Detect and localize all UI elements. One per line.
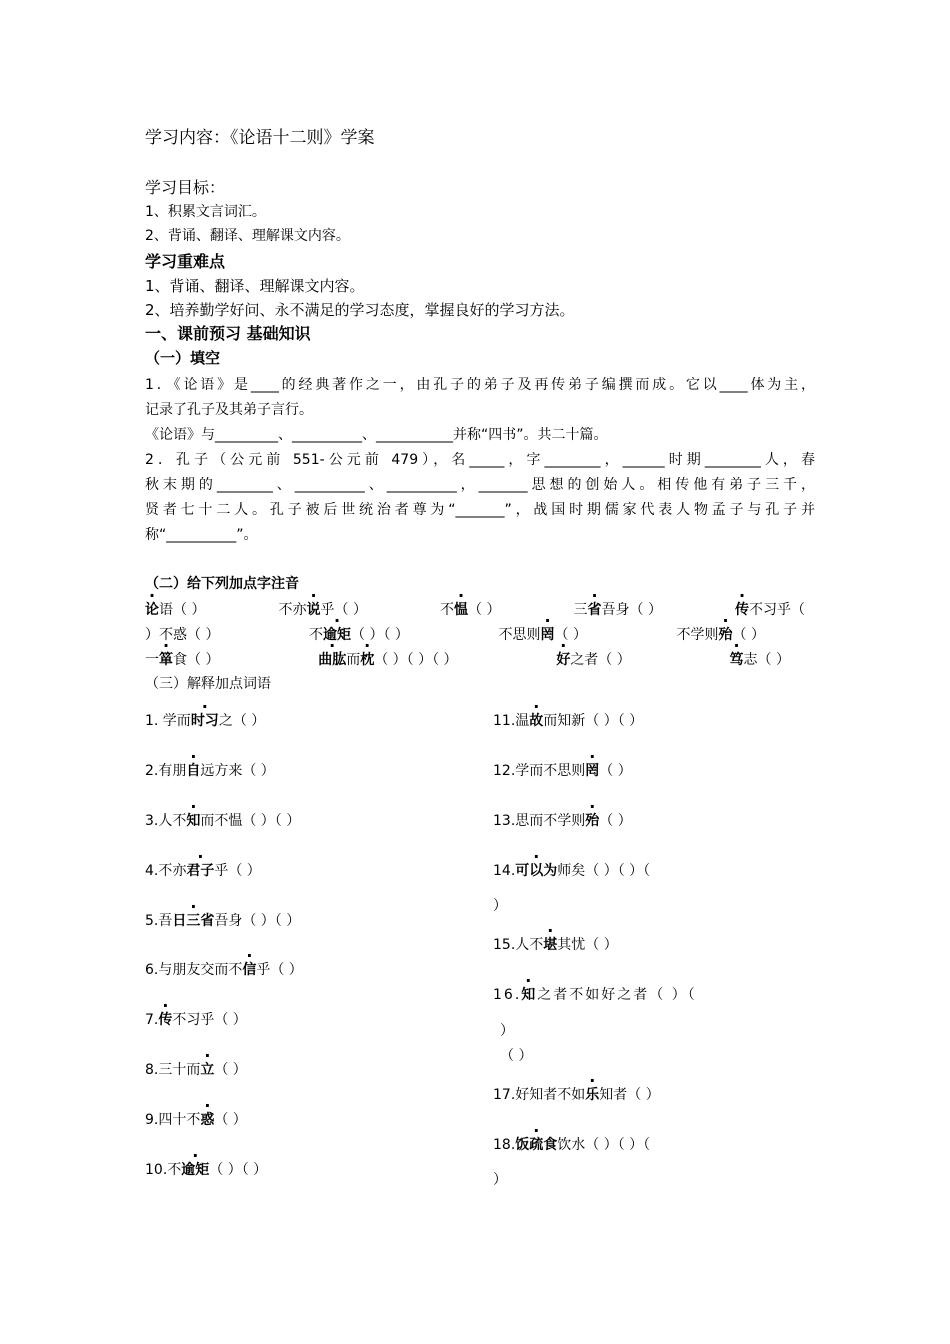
key-point-item: 2、培养勤学好问、永不满足的学习态度，掌握良好的学习方法。 bbox=[145, 301, 575, 319]
pinyin-item: 不逾矩（ ）（ ） bbox=[309, 627, 409, 643]
explain-question: 14.可以为师矣（ ）（ ）（ bbox=[493, 863, 651, 879]
paragraph-line: 记录了孔子及其弟子言行。 bbox=[145, 402, 313, 418]
pinyin-item: 笃志（ ） bbox=[729, 652, 790, 668]
explain-question: 16.知之者不如好之者（ ）（ bbox=[493, 987, 697, 1003]
explain-continuation: ） bbox=[493, 898, 507, 914]
pinyin-item: 好之者（ ） bbox=[556, 652, 631, 668]
explain-question: 8.三十而立（ ） bbox=[145, 1062, 247, 1078]
key-point-item: 1、背诵、翻译、理解课文内容。 bbox=[145, 277, 365, 295]
pinyin-item: 一箪食（ ） bbox=[145, 652, 220, 668]
objectives-heading: 学习目标： bbox=[145, 178, 226, 197]
pinyin-row bbox=[145, 600, 805, 620]
pinyin-item: 不亦说乎（ ） bbox=[278, 602, 367, 618]
pinyin-item: 不思则罔（ ） bbox=[498, 627, 587, 643]
fill-blank-heading: （一）填空 bbox=[145, 349, 221, 367]
key-points-heading: 学习重难点 bbox=[145, 252, 226, 271]
pinyin-item: 论语（ ） bbox=[145, 602, 206, 618]
pinyin-row bbox=[145, 625, 765, 645]
explain-question: 12.学而不思则罔（ ） bbox=[493, 763, 632, 779]
page-title: 学习内容：《论语十二则》学案 bbox=[145, 128, 375, 148]
explain-question: 10.不逾矩（ ）（ ） bbox=[145, 1162, 268, 1178]
explain-question: 3.人不知而不愠（ ）（ ） bbox=[145, 813, 301, 829]
paragraph-line: 《论语》与_________、__________、___________并称“四书”。共二十篇。 bbox=[145, 427, 608, 443]
explain-question: 1. 学而时习之（ ） bbox=[145, 713, 266, 729]
pinyin-item: 曲肱而枕（ ）（ ）（ ） bbox=[318, 652, 458, 668]
paragraph-line: 2．孔子（公元前 551-公元前 479），名_____，字________，______时期________人，春 bbox=[145, 452, 815, 468]
explain-continuation: ） bbox=[493, 1172, 507, 1188]
explain-question: 9.四十不惑（ ） bbox=[145, 1112, 247, 1128]
pinyin-item: 三省吾身（ ） bbox=[573, 602, 662, 618]
objective-item: 2、背诵、翻译、理解课文内容。 bbox=[145, 228, 350, 244]
explain-question: 11.温故而知新（ ）（ ） bbox=[493, 713, 644, 729]
explain-question: 15.人不堪其忧（ ） bbox=[493, 937, 618, 953]
pinyin-item: 不愠（ ） bbox=[440, 602, 501, 618]
explain-question: 7.传不习乎（ ） bbox=[145, 1012, 247, 1028]
pinyin-heading: （二）给下列加点字注音 bbox=[145, 576, 299, 592]
explain-question: 17.好知者不如乐知者（ ） bbox=[493, 1087, 660, 1103]
pinyin-item: 传不习乎（ bbox=[735, 602, 805, 618]
explain-continuation: （ ） bbox=[500, 1048, 533, 1064]
explain-heading: （三）解释加点词语 bbox=[145, 676, 271, 692]
explain-continuation: ） bbox=[500, 1023, 514, 1039]
pinyin-item: 不学则殆（ ） bbox=[676, 627, 765, 643]
explain-question: 6.与朋友交而不信乎（ ） bbox=[145, 962, 303, 978]
paragraph-line: 贤者七十二人。孔子被后世统治者尊为“_______”，战国时期儒家代表人物孟子与孔子并 bbox=[145, 502, 815, 518]
explain-question: 2.有朋自远方来（ ） bbox=[145, 763, 275, 779]
explain-question: 13.思而不学则殆（ ） bbox=[493, 813, 632, 829]
explain-question: 18.饭疏食饮水（ ）（ ）（ bbox=[493, 1137, 651, 1153]
explain-question: 5.吾日三省吾身（ ）（ ） bbox=[145, 913, 301, 929]
pinyin-row bbox=[145, 650, 790, 670]
paragraph-line: 秋末期的________、__________、__________，_______思想的创始人。相传他有弟子三千， bbox=[145, 477, 815, 493]
paragraph-line: 1．《论语》是____的经典著作之一，由孔子的弟子及再传弟子编撰而成。它以____体为主， bbox=[145, 377, 815, 393]
paragraph-line: 称“__________”。 bbox=[145, 527, 258, 543]
pinyin-item: ）不惑（ ） bbox=[145, 627, 220, 643]
objective-item: 1、积累文言词汇。 bbox=[145, 204, 266, 220]
section1-heading: 一、课前预习 基础知识 bbox=[145, 324, 311, 343]
explain-question: 4.不亦君子乎（ ） bbox=[145, 863, 261, 879]
